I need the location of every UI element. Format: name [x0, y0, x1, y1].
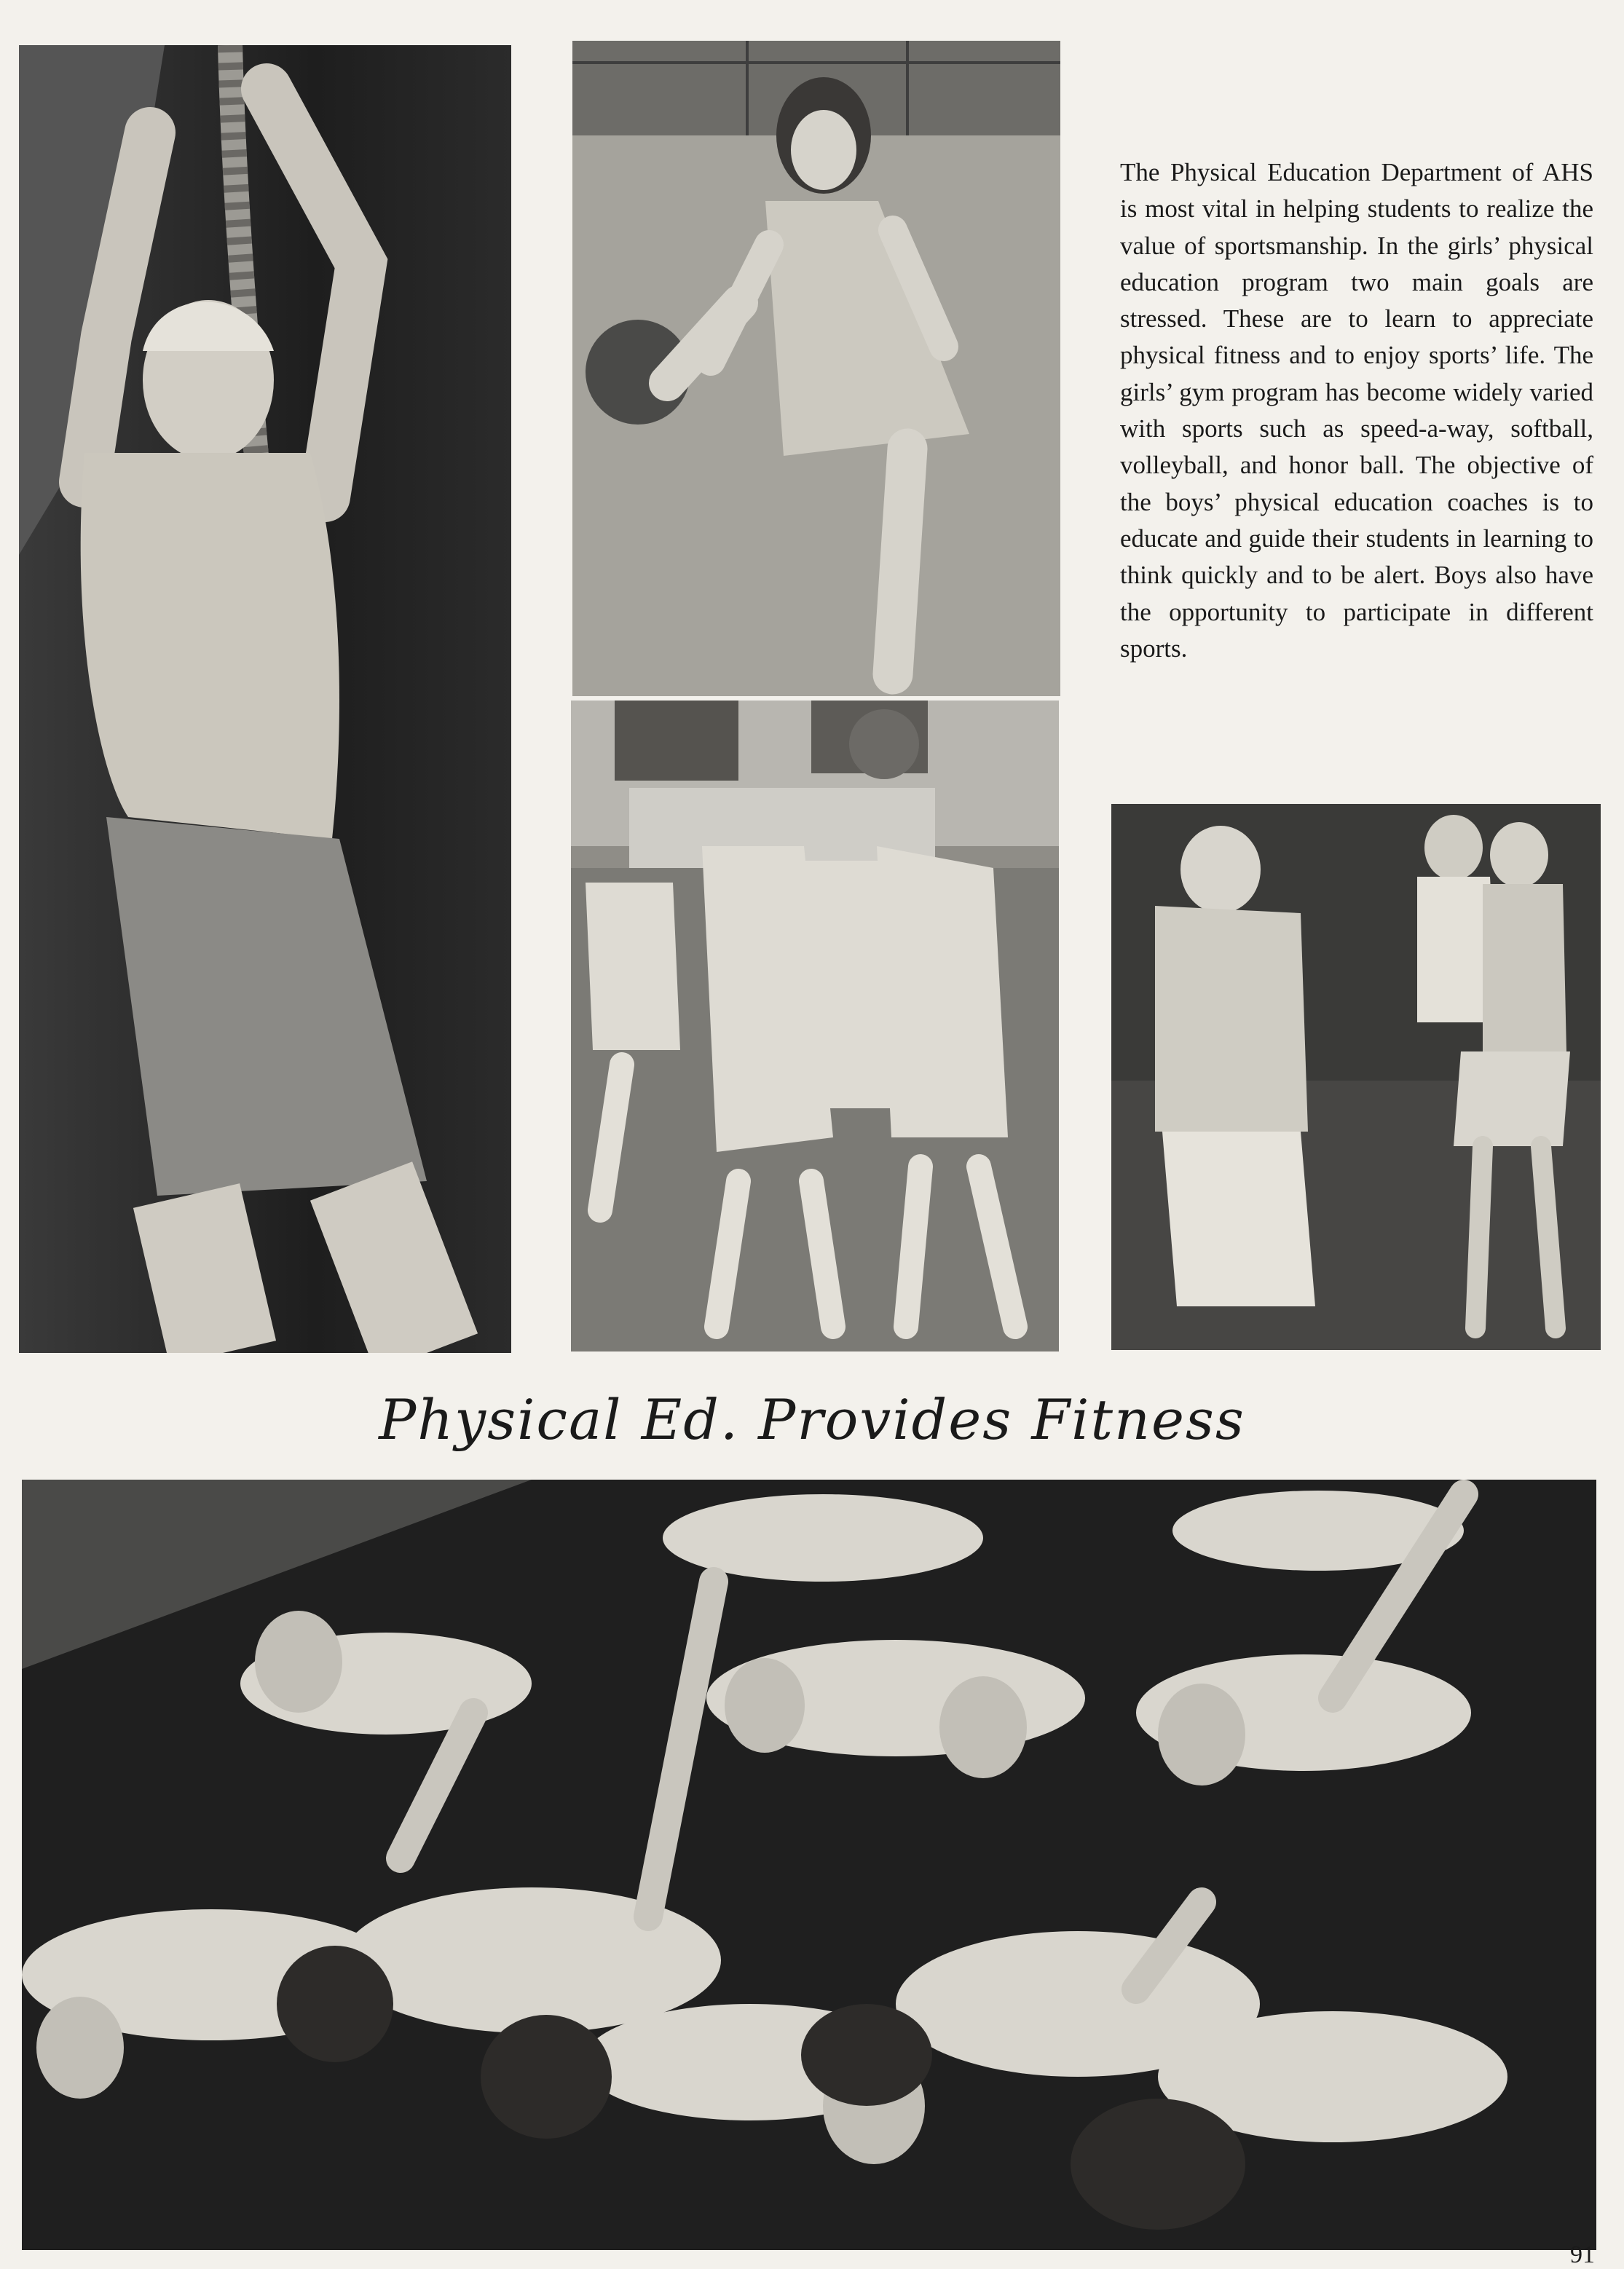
- photo-girls-volleyball: [571, 701, 1059, 1351]
- rope-climb-image: [19, 45, 511, 1353]
- photo-rope-climb: [19, 45, 511, 1353]
- girls-volleyball-image: [571, 701, 1059, 1351]
- page-headline: Physical Ed. Provides Fitness: [379, 1387, 1245, 1452]
- girl-kicking-image: [572, 41, 1060, 696]
- photo-girl-kicking-ball: [572, 41, 1060, 696]
- article-body-text: The Physical Education Department of AHS is most vital in helping students to realize the value of sportsmanship. In the girls’ physical education program two main goals are stressed. These are to learn to appreciate physical fitness and to enjoy sports’ life. The girls’ gym program has become widely varied with sports such as speed-a-way, softball, volleyball, and honor ball. The objective of the boys’ physical education coaches is to educate and guide their students in learning to think quickly and to be alert. Boys also have the opportunity to participate in different sports.: [1120, 158, 1593, 663]
- photo-floor-exercise: [22, 1480, 1596, 2250]
- photo-boys-gym: [1111, 804, 1601, 1350]
- boys-gym-image: [1111, 804, 1601, 1350]
- floor-exercise-image: [22, 1480, 1596, 2250]
- page-number: 91: [1570, 2241, 1595, 2268]
